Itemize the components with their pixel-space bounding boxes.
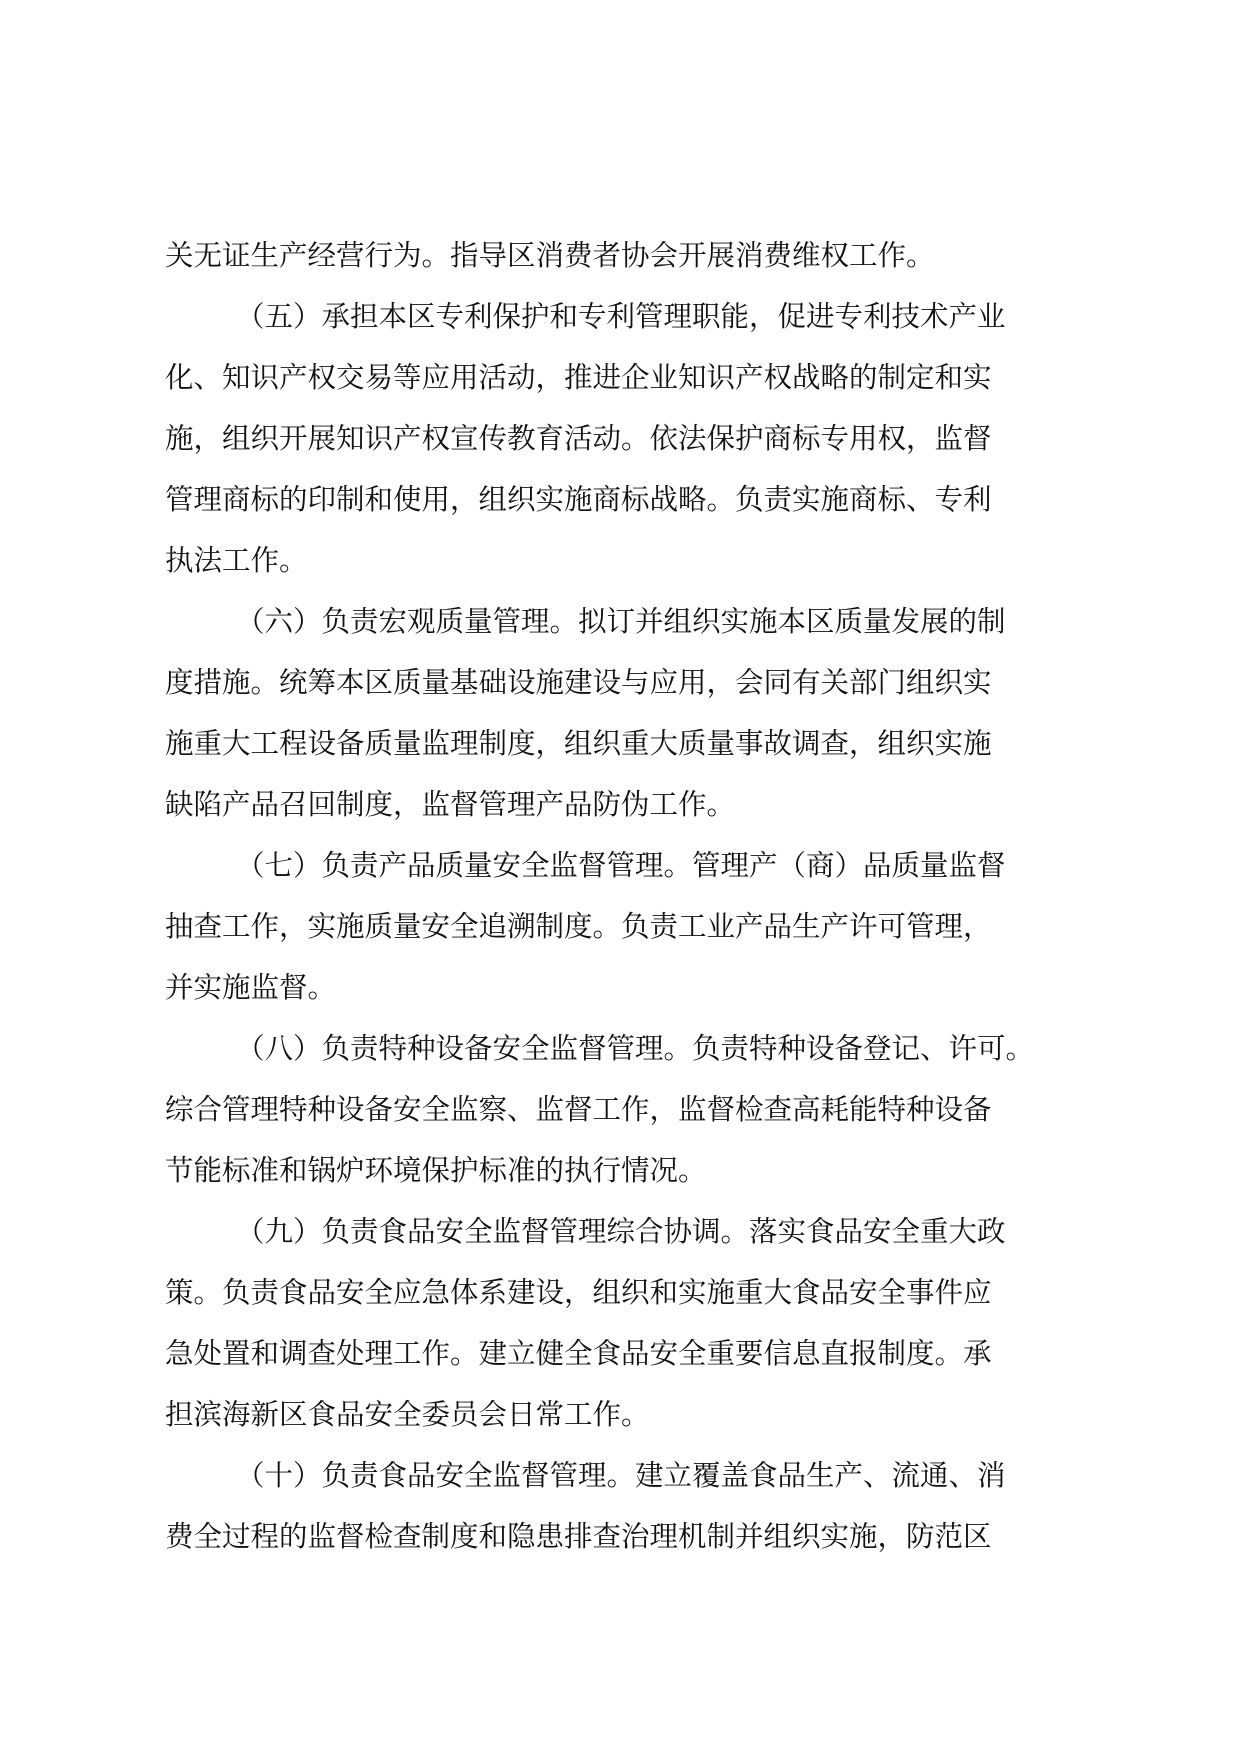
section-7-first-line: （七）负责产品质量安全监督管理。管理产（商）品质量监督	[236, 849, 1006, 882]
body-text-line: 策。负责食品安全应急体系建设，组织和实施重大食品安全事件应	[165, 1276, 992, 1309]
body-text-line: 关无证生产经营行为。指导区消费者协会开展消费维权工作。	[165, 239, 935, 272]
body-text-line: 节能标准和锅炉环境保护标准的执行情况。	[165, 1154, 707, 1187]
section-8-first-line: （八）负责特种设备安全监督管理。负责特种设备登记、许可。	[236, 1032, 1035, 1065]
body-text-line: 度措施。统筹本区质量基础设施建设与应用，会同有关部门组织实	[165, 666, 992, 699]
body-text-line: 执法工作。	[165, 544, 308, 577]
body-text-line: 急处置和调查处理工作。建立健全食品安全重要信息直报制度。承	[165, 1337, 992, 1370]
body-text-line: 综合管理特种设备安全监察、监督工作，监督检查高耗能特种设备	[165, 1093, 992, 1126]
body-text-line: 施，组织开展知识产权宣传教育活动。依法保护商标专用权，监督	[165, 422, 992, 455]
section-9-first-line: （九）负责食品安全监督管理综合协调。落实食品安全重大政	[236, 1215, 1006, 1248]
section-10-first-line: （十）负责食品安全监督管理。建立覆盖食品生产、流通、消	[236, 1459, 1006, 1492]
body-text-line: 缺陷产品召回制度，监督管理产品防伪工作。	[165, 788, 736, 821]
section-6-first-line: （六）负责宏观质量管理。拟订并组织实施本区质量发展的制	[236, 605, 1006, 638]
body-text-line: 施重大工程设备质量监理制度，组织重大质量事故调查，组织实施	[165, 727, 992, 760]
body-text-line: 抽查工作，实施质量安全追溯制度。负责工业产品生产许可管理，	[165, 910, 992, 943]
body-text-line: 费全过程的监督检查制度和隐患排查治理机制并组织实施，防范区	[165, 1520, 992, 1553]
section-5-first-line: （五）承担本区专利保护和专利管理职能，促进专利技术产业	[236, 300, 1006, 333]
body-text-line: 管理商标的印制和使用，组织实施商标战略。负责实施商标、专利	[165, 483, 992, 516]
body-text-line: 并实施监督。	[165, 971, 337, 1004]
body-text-line: 化、知识产权交易等应用活动，推进企业知识产权战略的制定和实	[165, 361, 992, 394]
body-text-line: 担滨海新区食品安全委员会日常工作。	[165, 1398, 650, 1431]
